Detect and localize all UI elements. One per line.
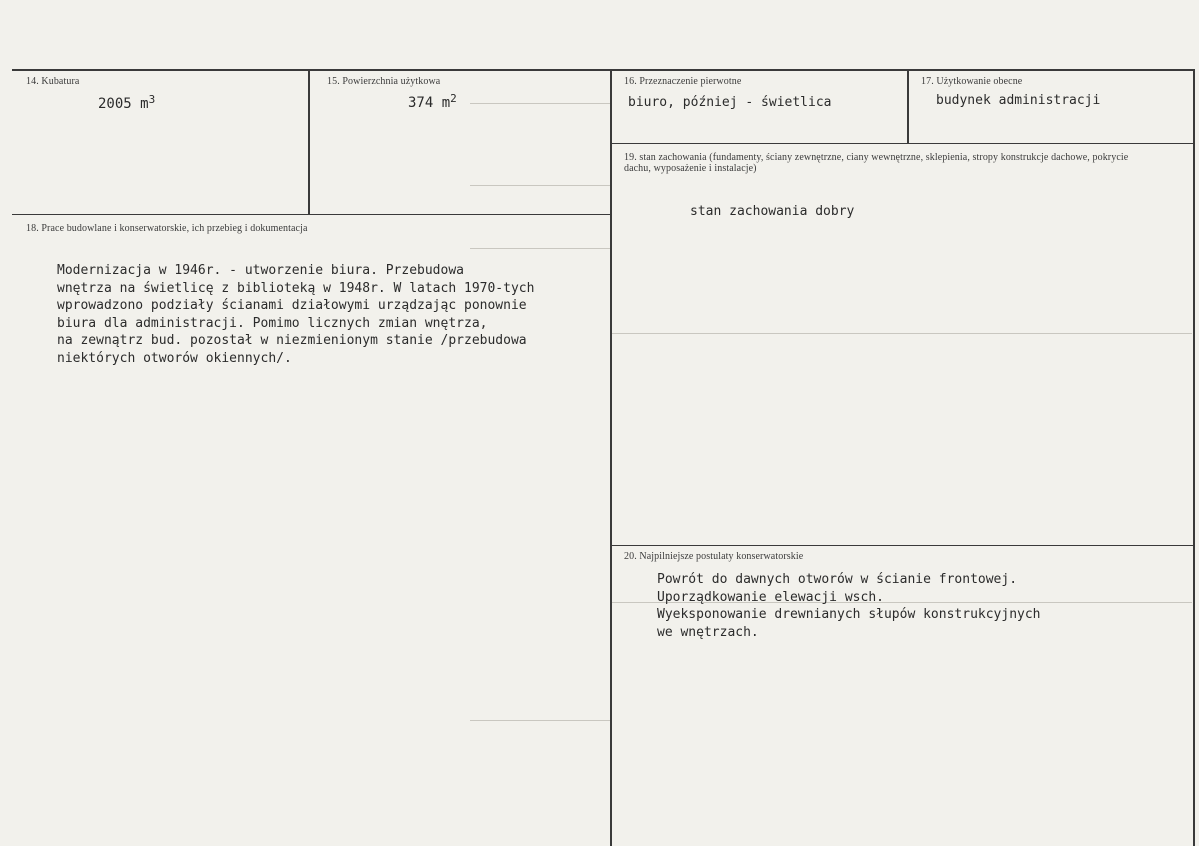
field-15-value [408,92,457,111]
field-18-text [57,262,534,368]
field-18-line: niektórych otworów okiennych/. [57,350,292,366]
field-18-label: 18. Prace budowlane i konserwatorskie, ich przebieg i dokumentacja [26,223,308,234]
field-19-label: 19. stan zachowania (fundamenty, ściany zewnętrzne, ciany wewnętrzne, sklepienia, stropy konstrukcje dachowe, pokrycie dachu, wyposażenie i instalacje) [624,152,1129,174]
show-through-line [612,333,1192,334]
right-rule [1193,69,1195,846]
field-15-label: 15. Powierzchnia użytkowa [327,76,441,87]
show-through-line [470,103,610,104]
area-unit: m [441,95,451,111]
rule-above-20 [612,545,1194,546]
field-14-value [98,93,156,112]
field-14-label: 14. Kubatura [26,76,80,87]
divider-16-17 [907,71,909,144]
field-20-line: Powrót do dawnych otworów w ścianie frontowej. [657,572,1018,587]
field-20-label: 20. Najpilniejsze postulaty konserwatorskie [624,551,804,562]
field-18-line: na zewnątrz bud. pozostał w niezmienionym stanie /przebudowa [57,333,527,349]
area-number: 374 [408,95,434,111]
rule-under-16-17 [612,143,1194,144]
field-18-line: wnętrza na świetlicę z biblioteką w 1948r. W latach 1970-tych [57,280,535,296]
field-20-line: Uporządkowanie elewacji wsch. [657,589,884,605]
show-through-line [470,185,610,186]
field-16-value: biuro, później - świetlica [628,95,832,110]
field-19-value: stan zachowania dobry [690,204,855,219]
field-17-label: 17. Użytkowanie obecne [921,76,1023,87]
field-20-line: Wyeksponowanie drewnianych słupów konstrukcyjnych [657,607,1041,623]
field-16-label: 16. Przeznaczenie pierwotne [624,76,742,87]
field-20-line: we wnętrzach. [657,624,759,640]
field-20-text [657,571,1041,641]
field-17-value: budynek administracji [936,93,1101,108]
show-through-line [470,720,610,721]
cubature-unit-exponent: 3 [148,93,156,106]
divider-14-15 [308,71,310,214]
cubature-unit: m [140,96,149,112]
top-rule [12,69,1194,71]
field-18-line: Modernizacja w 1946r. - utworzenie biura. Przebudowa [57,263,464,278]
cubature-number: 2005 [98,96,132,112]
center-divider [610,71,612,846]
field-18-line: wprowadzono podziały ścianami działowymi urządzając ponownie [57,298,527,314]
show-through-line [470,248,610,249]
rule-under-14-15 [12,214,610,215]
field-18-line: biura dla administracji. Pomimo licznych zmian wnętrza, [57,315,488,331]
area-unit-exponent: 2 [450,92,457,105]
